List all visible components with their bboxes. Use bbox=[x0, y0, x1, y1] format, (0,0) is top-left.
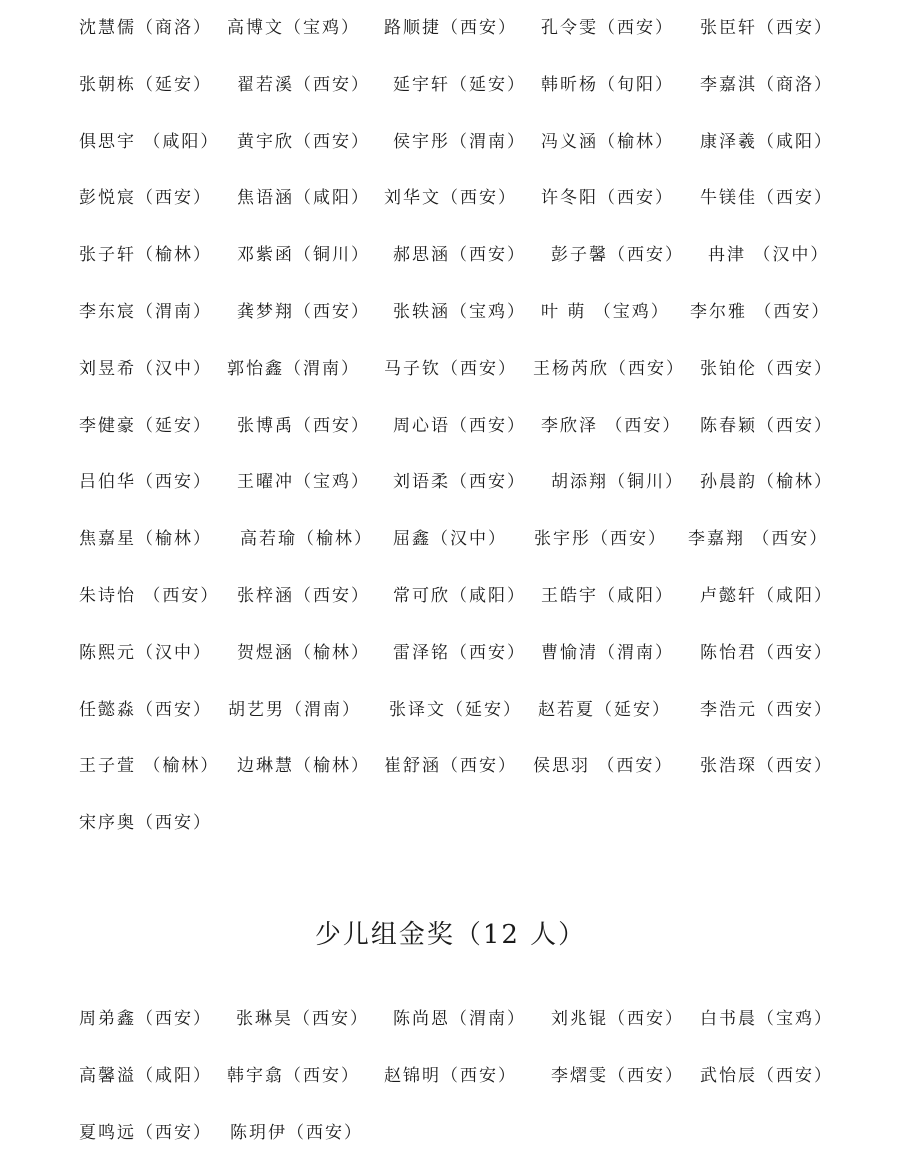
name-row bbox=[0, 467, 901, 497]
name-row bbox=[0, 411, 901, 441]
awardee-name: 任懿淼（西安） bbox=[79, 699, 212, 720]
name-row bbox=[0, 581, 901, 611]
awardee-name: 崔舒涵（西安） bbox=[384, 756, 517, 777]
awardee-name: 屈鑫（汉中） bbox=[393, 529, 507, 550]
awardee-name: 李东宸（渭南） bbox=[79, 302, 212, 322]
name-row bbox=[0, 695, 901, 725]
name-row bbox=[0, 751, 901, 781]
awardee-name: 许冬阳（西安） bbox=[541, 188, 674, 209]
name-row bbox=[0, 1118, 901, 1148]
awardee-name: 李嘉翔 （西安） bbox=[688, 529, 829, 550]
awardee-name: 俱思宇 （咸阳） bbox=[79, 131, 220, 152]
awardee-name: 侯思羽 （西安） bbox=[533, 756, 674, 777]
awardee-name: 胡添翔（铜川） bbox=[551, 472, 684, 493]
awardee-name: 牛镁佳（西安） bbox=[700, 188, 833, 209]
awardee-name: 刘语柔（西安） bbox=[393, 472, 526, 493]
awardee-name: 叶 萌 （宝鸡） bbox=[541, 302, 670, 322]
awardee-name: 张琳昊（西安） bbox=[236, 1009, 369, 1029]
awardee-name: 陈春颖（西安） bbox=[700, 415, 833, 436]
awardee-name: 高博文（宝鸡） bbox=[227, 18, 360, 38]
awardee-name: 张朝栋（延安） bbox=[79, 74, 212, 95]
name-row bbox=[0, 127, 901, 157]
name-row bbox=[0, 354, 901, 384]
awardee-name: 张轶涵（宝鸡） bbox=[393, 302, 526, 322]
awardee-name: 王杨芮欣（西安） bbox=[533, 358, 685, 379]
awardee-name: 康泽羲（咸阳） bbox=[700, 131, 833, 152]
awardee-name: 沈慧儒（商洛） bbox=[79, 18, 212, 38]
awardee-name: 陈尚恩（渭南） bbox=[393, 1009, 526, 1029]
awardee-name: 李浩元（西安） bbox=[700, 699, 833, 720]
awardee-name: 李尔雅 （西安） bbox=[690, 302, 831, 322]
awardee-name: 常可欣（咸阳） bbox=[393, 586, 526, 606]
awardee-name: 卢懿轩（咸阳） bbox=[700, 586, 833, 606]
name-row bbox=[0, 524, 901, 554]
awardee-name: 孙晨韵（榆林） bbox=[700, 472, 833, 493]
awardee-name: 陈熙元（汉中） bbox=[79, 642, 212, 663]
name-row bbox=[0, 13, 901, 43]
awardee-name: 胡艺男（渭南） bbox=[228, 699, 361, 720]
section-title: 少儿组金奖（12 人） bbox=[314, 920, 587, 950]
awardee-name: 焦嘉星（榆林） bbox=[79, 529, 212, 550]
awardee-name: 白书晨（宝鸡） bbox=[700, 1009, 833, 1029]
awardee-name: 黄宇欣（西安） bbox=[237, 131, 370, 152]
awardee-name: 刘昱希（汉中） bbox=[79, 358, 212, 379]
awardee-name: 王子萱 （榆林） bbox=[79, 756, 220, 777]
awardee-name: 张宇彤（西安） bbox=[534, 529, 667, 550]
awardee-name: 刘华文（西安） bbox=[384, 188, 517, 209]
name-row bbox=[0, 297, 901, 327]
awardee-name: 冯义涵（榆林） bbox=[541, 131, 674, 152]
awardee-name: 李健豪（延安） bbox=[79, 415, 212, 436]
awardee-name: 武怡辰（西安） bbox=[700, 1066, 833, 1086]
awardee-name: 彭子馨（西安） bbox=[551, 245, 684, 266]
awardee-name: 高馨溢（咸阳） bbox=[79, 1066, 212, 1086]
awardee-name: 吕伯华（西安） bbox=[79, 472, 212, 493]
awardee-name: 延宇轩（延安） bbox=[393, 74, 526, 95]
awardee-name: 李欣泽 （西安） bbox=[541, 415, 682, 436]
awardee-name: 彭悦宸（西安） bbox=[79, 188, 212, 209]
awardee-name: 王曜冲（宝鸡） bbox=[237, 472, 370, 493]
awardee-name: 赵若夏（延安） bbox=[538, 699, 671, 720]
awardee-name: 陈怡君（西安） bbox=[700, 642, 833, 663]
awardee-name: 李熠雯（西安） bbox=[551, 1066, 684, 1086]
awardee-name: 侯宇彤（渭南） bbox=[393, 131, 526, 152]
awardee-name: 马子钦（西安） bbox=[384, 358, 517, 379]
awardee-name: 韩昕杨（旬阳） bbox=[541, 74, 674, 95]
awardee-name: 雷泽铭（西安） bbox=[393, 642, 526, 663]
name-row bbox=[0, 240, 901, 270]
name-row bbox=[0, 183, 901, 213]
awardee-name: 张浩琛（西安） bbox=[700, 756, 833, 777]
awardee-name: 焦语涵（咸阳） bbox=[237, 188, 370, 209]
awardee-name: 宋序奥（西安） bbox=[79, 813, 212, 834]
awardee-name: 李嘉淇（商洛） bbox=[700, 74, 833, 95]
awardee-name: 韩宇翕（西安） bbox=[227, 1066, 360, 1086]
awardee-name: 周心语（西安） bbox=[393, 415, 526, 436]
name-row bbox=[0, 1061, 901, 1091]
awardee-name: 张博禹（西安） bbox=[237, 415, 370, 436]
awardee-name: 冉津 （汉中） bbox=[708, 245, 830, 266]
awardee-name: 赵锦明（西安） bbox=[384, 1066, 517, 1086]
name-row bbox=[0, 1004, 901, 1034]
awardee-name: 陈玥伊（西安） bbox=[230, 1123, 363, 1143]
awardee-name: 张译文（延安） bbox=[389, 699, 522, 720]
awardee-name: 王皓宇（咸阳） bbox=[541, 586, 674, 606]
awardee-name: 张铂伦（西安） bbox=[700, 358, 833, 379]
awardee-name: 贺煜涵（榆林） bbox=[237, 642, 370, 663]
name-row bbox=[0, 70, 901, 100]
awardee-name: 张梓涵（西安） bbox=[237, 586, 370, 606]
awardee-name: 夏鸣远（西安） bbox=[79, 1123, 212, 1143]
awardee-name: 朱诗怡 （西安） bbox=[79, 586, 220, 606]
awardee-name: 龚梦翔（西安） bbox=[237, 302, 370, 322]
awardee-name: 张臣轩（西安） bbox=[700, 18, 833, 38]
name-row bbox=[0, 638, 901, 668]
awardee-name: 路顺捷（西安） bbox=[384, 18, 517, 38]
awardee-name: 翟若溪（西安） bbox=[237, 74, 370, 95]
awardee-name: 郭怡鑫（渭南） bbox=[227, 358, 360, 379]
awardee-name: 孔令雯（西安） bbox=[541, 18, 674, 38]
awardee-name: 邓紫函（铜川） bbox=[237, 245, 370, 266]
name-row bbox=[0, 808, 901, 838]
awardee-name: 张子轩（榆林） bbox=[79, 245, 212, 266]
awardee-name: 边琳慧（榆林） bbox=[237, 756, 370, 777]
awardee-name: 周弟鑫（西安） bbox=[79, 1009, 212, 1029]
awardee-name: 曹愉清（渭南） bbox=[541, 642, 674, 663]
awardee-name: 刘兆锟（西安） bbox=[551, 1009, 684, 1029]
awardee-name: 郝思涵（西安） bbox=[393, 245, 526, 266]
awardee-name: 高若瑜（榆林） bbox=[240, 529, 373, 550]
